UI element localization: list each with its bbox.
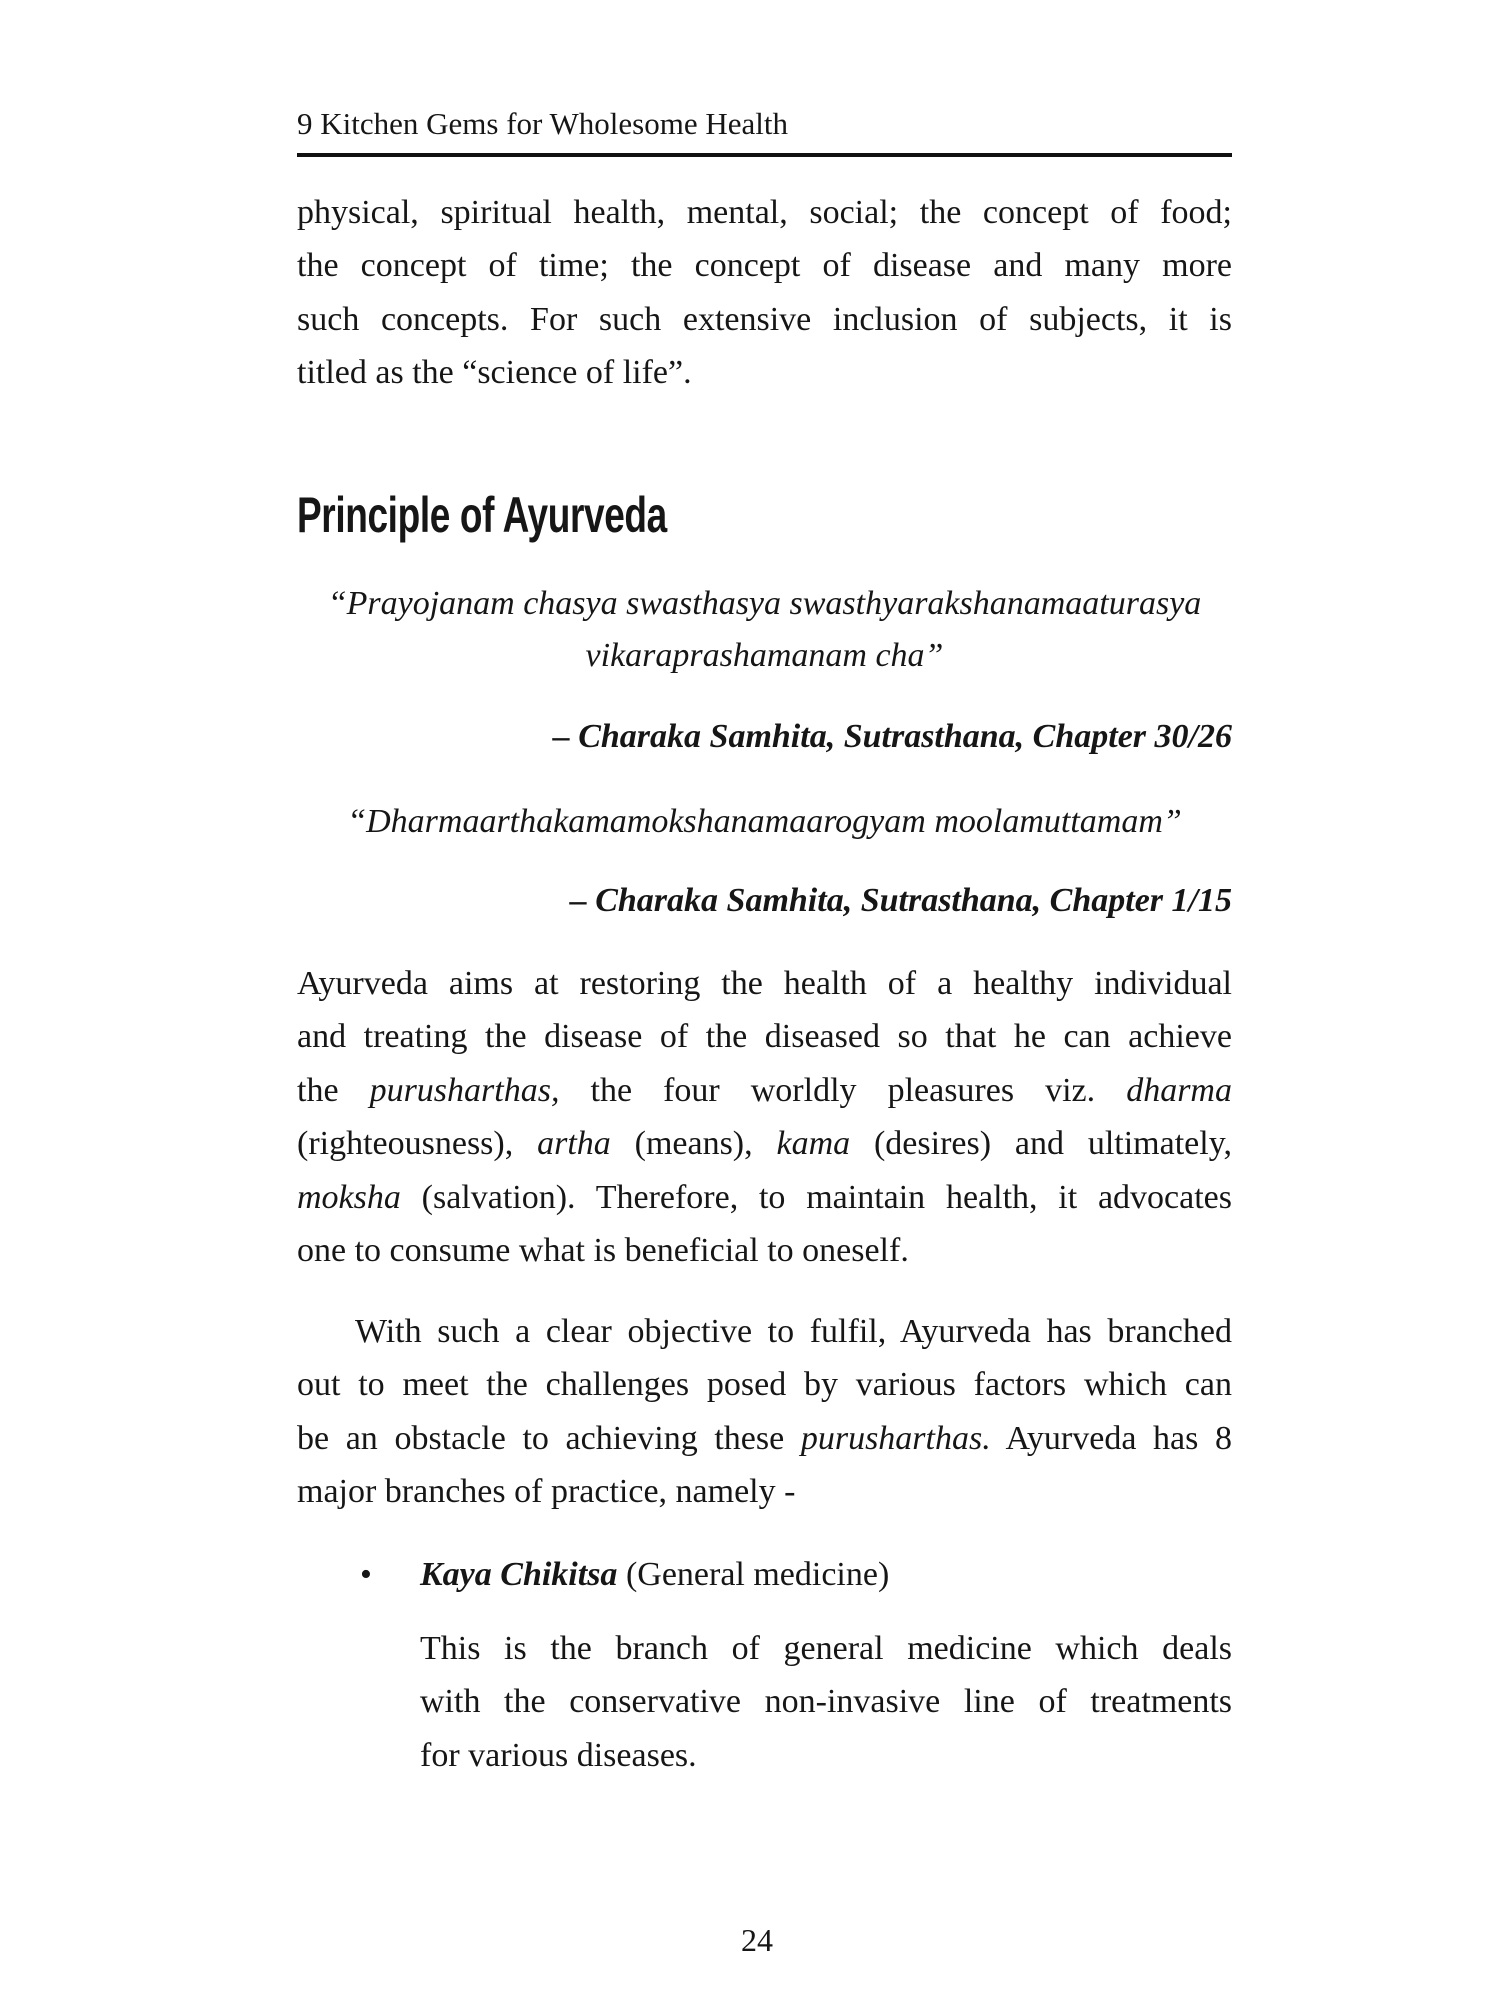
text-line xyxy=(297,1358,1232,1411)
text-run: Ayurveda has 8 xyxy=(990,1419,1232,1457)
text-run: This is the branch of general medicine which deals xyxy=(420,1630,1232,1667)
text-run: Ayurveda aims at restoring the health of a healthy individual xyxy=(297,965,1232,1002)
italic-term: kama xyxy=(776,1125,851,1163)
text-line xyxy=(297,1064,1232,1117)
bullet-item-kaya-chikitsa xyxy=(420,1548,889,1601)
text-line xyxy=(297,1171,1232,1224)
italic-term: artha xyxy=(537,1125,611,1163)
text-run: for various diseases. xyxy=(420,1736,697,1774)
text-run: the concept of time; the concept of disease and many more xyxy=(297,247,1232,285)
text-run: one to consume what is beneficial to oneself. xyxy=(297,1232,909,1270)
bullet-term: Kaya Chikitsa xyxy=(420,1556,618,1593)
italic-term: purusharthas, xyxy=(369,1071,560,1109)
bullet-description xyxy=(420,1622,1232,1782)
header-rule xyxy=(297,153,1232,157)
page-number: 24 xyxy=(741,1922,773,1958)
bullet-marker: • xyxy=(360,1556,372,1593)
text-run: titled as the “science of life”. xyxy=(297,354,692,392)
text-run: and treating the disease of the diseased so that he can achieve xyxy=(297,1018,1232,1056)
text-run: (righteousness), xyxy=(297,1125,538,1163)
italic-term: purusharthas. xyxy=(800,1419,991,1457)
text-run: be an obstacle to achieving these xyxy=(297,1419,801,1457)
text-line xyxy=(297,1412,1232,1465)
text-line xyxy=(297,1305,1232,1358)
quote-1-line-1: “Prayojanam chasya swasthasya swasthyarakshanamaaturasya xyxy=(327,585,1202,622)
text-line xyxy=(297,239,1232,292)
text-run: (means), xyxy=(610,1125,777,1163)
quote-1-attribution: – Charaka Samhita, Sutrasthana, Chapter 30/26 xyxy=(552,718,1232,755)
paragraph-branches xyxy=(297,1305,1232,1519)
sanskrit-quote-2: “Dharmaarthakamamokshanamaarogyam moolamuttamam” xyxy=(347,803,1182,840)
text-run: the four worldly pleasures viz. xyxy=(559,1071,1127,1109)
text-line xyxy=(297,1224,1232,1277)
text-run: With such a clear objective to fulfil, Ayurveda has branched xyxy=(355,1313,1232,1350)
text-line xyxy=(420,1729,1232,1782)
text-line xyxy=(297,1010,1232,1063)
running-header: 9 Kitchen Gems for Wholesome Health xyxy=(297,106,788,141)
quote-1-line-2: vikaraprashamanam cha” xyxy=(585,637,944,674)
quote-2-attribution: – Charaka Samhita, Sutrasthana, Chapter 1/15 xyxy=(569,882,1232,919)
italic-term: moksha xyxy=(297,1178,401,1216)
text-line xyxy=(297,1465,1232,1518)
section-heading: Principle of Ayurveda xyxy=(297,487,667,543)
text-run: out to meet the challenges posed by various factors which can xyxy=(297,1366,1232,1404)
text-run: (salvation). Therefore, to maintain health, it advocates xyxy=(400,1178,1232,1216)
text-line xyxy=(420,1622,1232,1675)
text-line xyxy=(297,1117,1232,1170)
text-run: (desires) and ultimately, xyxy=(850,1125,1232,1163)
text-line xyxy=(420,1675,1232,1728)
sanskrit-quote-1 xyxy=(297,578,1232,682)
text-line xyxy=(297,957,1232,1010)
text-run: such concepts. For such extensive inclusion of subjects, it is xyxy=(297,300,1232,338)
text-run: major branches of practice, namely - xyxy=(297,1473,796,1511)
text-run: physical, spiritual health, mental, social; the concept of food; xyxy=(297,194,1232,231)
text-line xyxy=(297,293,1232,346)
bullet-gloss: (General medicine) xyxy=(617,1556,890,1593)
paragraph-aims xyxy=(297,957,1232,1277)
text-line xyxy=(297,186,1232,239)
italic-term: dharma xyxy=(1126,1071,1232,1109)
text-line xyxy=(297,346,1232,399)
paragraph-intro xyxy=(297,186,1232,400)
text-run: the xyxy=(297,1071,370,1109)
text-run: with the conservative non-invasive line of treatments xyxy=(420,1683,1232,1721)
